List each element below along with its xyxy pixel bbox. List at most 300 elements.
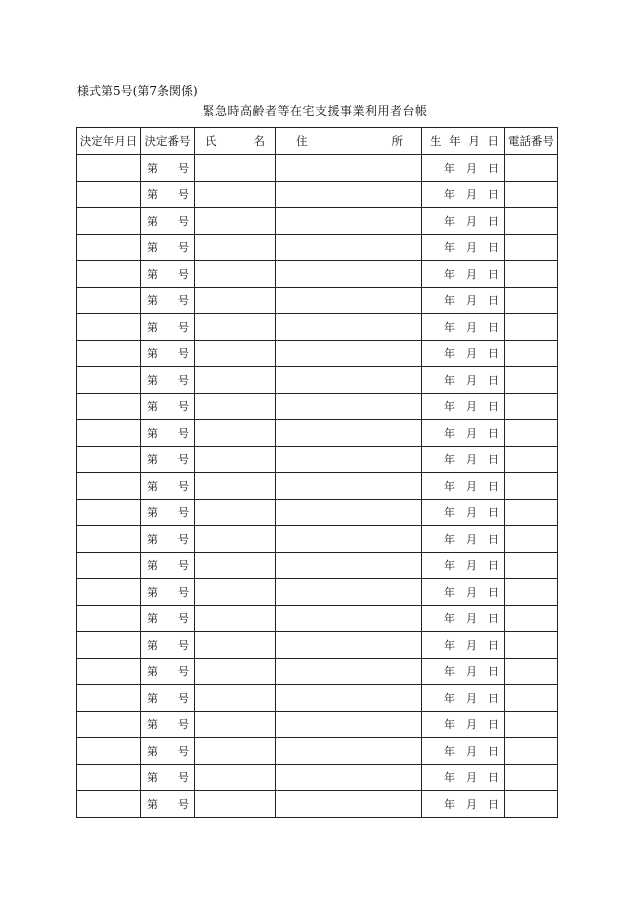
- number-suffix: 号: [178, 320, 189, 334]
- month-label: 月: [466, 665, 477, 679]
- phone-cell[interactable]: [505, 287, 558, 314]
- decision-number-cell[interactable]: [141, 632, 195, 659]
- user-ledger-table: [76, 127, 558, 818]
- number-prefix: 第: [147, 718, 158, 732]
- phone-cell[interactable]: [505, 685, 558, 712]
- year-label: 年: [444, 691, 455, 705]
- name-cell[interactable]: [195, 287, 276, 314]
- month-label: 月: [466, 161, 477, 175]
- birth-date-cell[interactable]: [422, 711, 505, 738]
- name-cell[interactable]: [195, 658, 276, 685]
- number-prefix: 第: [147, 691, 158, 705]
- year-label: 年: [444, 241, 455, 255]
- name-cell[interactable]: [195, 552, 276, 579]
- address-cell[interactable]: [276, 446, 422, 473]
- phone-cell[interactable]: [505, 314, 558, 341]
- year-label: 年: [444, 744, 455, 758]
- header-name-char-1: 氏: [205, 134, 217, 148]
- number-prefix: 第: [147, 638, 158, 652]
- decision-date-cell[interactable]: [77, 314, 141, 341]
- day-label: 日: [488, 506, 499, 520]
- address-cell[interactable]: [276, 526, 422, 553]
- month-label: 月: [466, 585, 477, 599]
- address-cell[interactable]: [276, 393, 422, 420]
- day-label: 日: [488, 532, 499, 546]
- number-suffix: 号: [178, 532, 189, 546]
- table-row: [77, 367, 558, 394]
- year-label: 年: [444, 612, 455, 626]
- decision-date-cell[interactable]: [77, 605, 141, 632]
- number-suffix: 号: [178, 638, 189, 652]
- year-label: 年: [444, 373, 455, 387]
- birth-date-cell[interactable]: [422, 473, 505, 500]
- phone-cell[interactable]: [505, 473, 558, 500]
- decision-number-cell[interactable]: [141, 499, 195, 526]
- address-cell[interactable]: [276, 261, 422, 288]
- table-row: [77, 738, 558, 765]
- table-row: [77, 155, 558, 182]
- decision-date-cell[interactable]: [77, 499, 141, 526]
- day-label: 日: [488, 665, 499, 679]
- day-label: 日: [488, 400, 499, 414]
- number-prefix: 第: [147, 453, 158, 467]
- year-label: 年: [444, 797, 455, 811]
- table-row: [77, 314, 558, 341]
- phone-cell[interactable]: [505, 155, 558, 182]
- decision-date-cell[interactable]: [77, 685, 141, 712]
- day-label: 日: [488, 161, 499, 175]
- number-prefix: 第: [147, 373, 158, 387]
- number-prefix: 第: [147, 665, 158, 679]
- birth-date-cell[interactable]: [422, 287, 505, 314]
- month-label: 月: [466, 559, 477, 573]
- day-label: 日: [488, 294, 499, 308]
- table-row: [77, 579, 558, 606]
- name-cell[interactable]: [195, 234, 276, 261]
- phone-cell[interactable]: [505, 261, 558, 288]
- address-cell[interactable]: [276, 685, 422, 712]
- decision-number-cell[interactable]: [141, 526, 195, 553]
- birth-date-cell[interactable]: [422, 605, 505, 632]
- decision-number-cell[interactable]: [141, 314, 195, 341]
- number-prefix: 第: [147, 744, 158, 758]
- birth-date-cell[interactable]: [422, 552, 505, 579]
- year-label: 年: [444, 214, 455, 228]
- number-prefix: 第: [147, 479, 158, 493]
- name-cell[interactable]: [195, 764, 276, 791]
- address-cell[interactable]: [276, 658, 422, 685]
- address-cell[interactable]: [276, 605, 422, 632]
- decision-number-cell[interactable]: [141, 367, 195, 394]
- birth-date-cell[interactable]: [422, 791, 505, 818]
- address-cell[interactable]: [276, 287, 422, 314]
- birth-date-cell[interactable]: [422, 446, 505, 473]
- phone-cell[interactable]: [505, 420, 558, 447]
- number-prefix: 第: [147, 532, 158, 546]
- table-row: [77, 287, 558, 314]
- decision-date-cell[interactable]: [77, 711, 141, 738]
- header-birth-date-char-1: 生: [430, 134, 442, 148]
- year-label: 年: [444, 267, 455, 281]
- number-prefix: 第: [147, 559, 158, 573]
- header-row: [77, 128, 558, 155]
- table-row: [77, 632, 558, 659]
- birth-date-cell[interactable]: [422, 579, 505, 606]
- name-cell[interactable]: [195, 446, 276, 473]
- decision-number-cell[interactable]: [141, 420, 195, 447]
- table-row: [77, 208, 558, 235]
- name-cell[interactable]: [195, 526, 276, 553]
- name-cell[interactable]: [195, 261, 276, 288]
- decision-date-cell[interactable]: [77, 446, 141, 473]
- decision-number-cell[interactable]: [141, 393, 195, 420]
- number-suffix: 号: [178, 585, 189, 599]
- decision-date-cell[interactable]: [77, 526, 141, 553]
- address-cell[interactable]: [276, 208, 422, 235]
- number-suffix: 号: [178, 214, 189, 228]
- header-decision-date-label: 決定年月日: [79, 134, 138, 148]
- number-suffix: 号: [178, 188, 189, 202]
- address-cell[interactable]: [276, 499, 422, 526]
- decision-date-cell[interactable]: [77, 738, 141, 765]
- number-prefix: 第: [147, 426, 158, 440]
- number-prefix: 第: [147, 585, 158, 599]
- phone-cell[interactable]: [505, 526, 558, 553]
- address-cell[interactable]: [276, 367, 422, 394]
- decision-number-cell[interactable]: [141, 155, 195, 182]
- header-birth-date-char-2: 年: [449, 134, 461, 148]
- name-cell[interactable]: [195, 420, 276, 447]
- table-row: [77, 420, 558, 447]
- number-prefix: 第: [147, 506, 158, 520]
- day-label: 日: [488, 718, 499, 732]
- table-row: [77, 393, 558, 420]
- decision-number-cell[interactable]: [141, 738, 195, 765]
- document-title: 緊急時高齢者等在宅支援事業利用者台帳: [202, 104, 428, 118]
- number-prefix: 第: [147, 320, 158, 334]
- header-decision-number-label: 決定番号: [144, 134, 191, 148]
- decision-date-cell[interactable]: [77, 579, 141, 606]
- decision-date-cell[interactable]: [77, 632, 141, 659]
- decision-date-cell[interactable]: [77, 764, 141, 791]
- year-label: 年: [444, 320, 455, 334]
- birth-date-cell[interactable]: [422, 393, 505, 420]
- month-label: 月: [466, 532, 477, 546]
- address-cell[interactable]: [276, 711, 422, 738]
- table-row: [77, 658, 558, 685]
- decision-date-cell[interactable]: [77, 234, 141, 261]
- name-cell[interactable]: [195, 685, 276, 712]
- number-suffix: 号: [178, 665, 189, 679]
- header-birth-date-char-3: 月: [468, 134, 480, 148]
- number-suffix: 号: [178, 506, 189, 520]
- phone-cell[interactable]: [505, 181, 558, 208]
- phone-cell[interactable]: [505, 208, 558, 235]
- phone-cell[interactable]: [505, 764, 558, 791]
- phone-cell[interactable]: [505, 738, 558, 765]
- birth-date-cell[interactable]: [422, 367, 505, 394]
- header-name-char-2: 名: [253, 134, 265, 148]
- name-cell[interactable]: [195, 473, 276, 500]
- ledger-body: [77, 155, 558, 818]
- header-birth-date-char-4: 日: [487, 134, 499, 148]
- year-label: 年: [444, 559, 455, 573]
- number-prefix: 第: [147, 771, 158, 785]
- year-label: 年: [444, 506, 455, 520]
- year-label: 年: [444, 771, 455, 785]
- day-label: 日: [488, 320, 499, 334]
- address-cell[interactable]: [276, 234, 422, 261]
- month-label: 月: [466, 373, 477, 387]
- year-label: 年: [444, 479, 455, 493]
- month-label: 月: [466, 691, 477, 705]
- header-address-char-2: 所: [391, 134, 403, 148]
- phone-cell[interactable]: [505, 367, 558, 394]
- number-prefix: 第: [147, 347, 158, 361]
- decision-number-cell[interactable]: [141, 605, 195, 632]
- number-suffix: 号: [178, 479, 189, 493]
- phone-cell[interactable]: [505, 393, 558, 420]
- address-cell[interactable]: [276, 632, 422, 659]
- number-prefix: 第: [147, 294, 158, 308]
- birth-date-cell[interactable]: [422, 764, 505, 791]
- number-suffix: 号: [178, 400, 189, 414]
- number-suffix: 号: [178, 347, 189, 361]
- day-label: 日: [488, 188, 499, 202]
- address-cell[interactable]: [276, 791, 422, 818]
- name-cell[interactable]: [195, 181, 276, 208]
- number-suffix: 号: [178, 373, 189, 387]
- birth-date-cell[interactable]: [422, 632, 505, 659]
- day-label: 日: [488, 797, 499, 811]
- table-row: [77, 261, 558, 288]
- birth-date-cell[interactable]: [422, 314, 505, 341]
- address-cell[interactable]: [276, 420, 422, 447]
- decision-date-cell[interactable]: [77, 393, 141, 420]
- table-row: [77, 711, 558, 738]
- phone-cell[interactable]: [505, 605, 558, 632]
- month-label: 月: [466, 188, 477, 202]
- year-label: 年: [444, 638, 455, 652]
- name-cell[interactable]: [195, 208, 276, 235]
- day-label: 日: [488, 453, 499, 467]
- birth-date-cell[interactable]: [422, 526, 505, 553]
- name-cell[interactable]: [195, 632, 276, 659]
- header-name: [195, 128, 276, 155]
- address-cell[interactable]: [276, 738, 422, 765]
- birth-date-cell[interactable]: [422, 658, 505, 685]
- name-cell[interactable]: [195, 711, 276, 738]
- day-label: 日: [488, 214, 499, 228]
- decision-number-cell[interactable]: [141, 711, 195, 738]
- phone-cell[interactable]: [505, 791, 558, 818]
- table-row: [77, 791, 558, 818]
- address-cell[interactable]: [276, 473, 422, 500]
- name-cell[interactable]: [195, 499, 276, 526]
- table-row: [77, 473, 558, 500]
- decision-number-cell[interactable]: [141, 181, 195, 208]
- table-row: [77, 181, 558, 208]
- address-cell[interactable]: [276, 314, 422, 341]
- table-row: [77, 605, 558, 632]
- decision-number-cell[interactable]: [141, 340, 195, 367]
- table-row: [77, 764, 558, 791]
- month-label: 月: [466, 214, 477, 228]
- number-prefix: 第: [147, 188, 158, 202]
- decision-date-cell[interactable]: [77, 155, 141, 182]
- address-cell[interactable]: [276, 181, 422, 208]
- decision-number-cell[interactable]: [141, 234, 195, 261]
- number-suffix: 号: [178, 771, 189, 785]
- day-label: 日: [488, 771, 499, 785]
- number-suffix: 号: [178, 294, 189, 308]
- form-number: 様式第5号(第7条関係): [77, 84, 198, 98]
- decision-number-cell[interactable]: [141, 658, 195, 685]
- number-prefix: 第: [147, 161, 158, 175]
- address-cell[interactable]: [276, 579, 422, 606]
- decision-date-cell[interactable]: [77, 658, 141, 685]
- table-row: [77, 552, 558, 579]
- phone-cell[interactable]: [505, 579, 558, 606]
- month-label: 月: [466, 453, 477, 467]
- decision-date-cell[interactable]: [77, 367, 141, 394]
- phone-cell[interactable]: [505, 446, 558, 473]
- day-label: 日: [488, 426, 499, 440]
- day-label: 日: [488, 559, 499, 573]
- decision-date-cell[interactable]: [77, 420, 141, 447]
- year-label: 年: [444, 718, 455, 732]
- decision-number-cell[interactable]: [141, 473, 195, 500]
- phone-cell[interactable]: [505, 711, 558, 738]
- day-label: 日: [488, 347, 499, 361]
- birth-date-cell[interactable]: [422, 499, 505, 526]
- decision-date-cell[interactable]: [77, 340, 141, 367]
- header-phone: [505, 128, 558, 155]
- birth-date-cell[interactable]: [422, 181, 505, 208]
- month-label: 月: [466, 718, 477, 732]
- phone-cell[interactable]: [505, 658, 558, 685]
- birth-date-cell[interactable]: [422, 261, 505, 288]
- decision-date-cell[interactable]: [77, 287, 141, 314]
- number-prefix: 第: [147, 400, 158, 414]
- year-label: 年: [444, 347, 455, 361]
- number-suffix: 号: [178, 453, 189, 467]
- name-cell[interactable]: [195, 340, 276, 367]
- address-cell[interactable]: [276, 552, 422, 579]
- table-row: [77, 446, 558, 473]
- decision-number-cell[interactable]: [141, 208, 195, 235]
- number-suffix: 号: [178, 612, 189, 626]
- day-label: 日: [488, 479, 499, 493]
- table-row: [77, 234, 558, 261]
- decision-date-cell[interactable]: [77, 473, 141, 500]
- name-cell[interactable]: [195, 367, 276, 394]
- birth-date-cell[interactable]: [422, 234, 505, 261]
- month-label: 月: [466, 400, 477, 414]
- number-prefix: 第: [147, 612, 158, 626]
- header-address: [276, 128, 422, 155]
- month-label: 月: [466, 479, 477, 493]
- number-suffix: 号: [178, 161, 189, 175]
- decision-number-cell[interactable]: [141, 685, 195, 712]
- number-suffix: 号: [178, 718, 189, 732]
- number-suffix: 号: [178, 426, 189, 440]
- month-label: 月: [466, 612, 477, 626]
- number-prefix: 第: [147, 214, 158, 228]
- name-cell[interactable]: [195, 605, 276, 632]
- number-suffix: 号: [178, 241, 189, 255]
- number-suffix: 号: [178, 744, 189, 758]
- decision-number-cell[interactable]: [141, 287, 195, 314]
- phone-cell[interactable]: [505, 552, 558, 579]
- decision-number-cell[interactable]: [141, 791, 195, 818]
- day-label: 日: [488, 241, 499, 255]
- address-cell[interactable]: [276, 340, 422, 367]
- decision-date-cell[interactable]: [77, 261, 141, 288]
- month-label: 月: [466, 638, 477, 652]
- birth-date-cell[interactable]: [422, 155, 505, 182]
- header-decision-date: [77, 128, 141, 155]
- address-cell[interactable]: [276, 155, 422, 182]
- name-cell[interactable]: [195, 314, 276, 341]
- year-label: 年: [444, 585, 455, 599]
- name-cell[interactable]: [195, 579, 276, 606]
- name-cell[interactable]: [195, 738, 276, 765]
- table-row: [77, 340, 558, 367]
- name-cell[interactable]: [195, 155, 276, 182]
- phone-cell[interactable]: [505, 632, 558, 659]
- decision-number-cell[interactable]: [141, 579, 195, 606]
- decision-number-cell[interactable]: [141, 446, 195, 473]
- month-label: 月: [466, 771, 477, 785]
- phone-cell[interactable]: [505, 234, 558, 261]
- decision-number-cell[interactable]: [141, 764, 195, 791]
- decision-number-cell[interactable]: [141, 261, 195, 288]
- table-row: [77, 685, 558, 712]
- birth-date-cell[interactable]: [422, 340, 505, 367]
- birth-date-cell[interactable]: [422, 738, 505, 765]
- number-suffix: 号: [178, 797, 189, 811]
- birth-date-cell[interactable]: [422, 420, 505, 447]
- year-label: 年: [444, 426, 455, 440]
- decision-number-cell[interactable]: [141, 552, 195, 579]
- table-row: [77, 499, 558, 526]
- name-cell[interactable]: [195, 791, 276, 818]
- header-birth-date: [422, 128, 505, 155]
- day-label: 日: [488, 373, 499, 387]
- year-label: 年: [444, 161, 455, 175]
- day-label: 日: [488, 744, 499, 758]
- birth-date-cell[interactable]: [422, 208, 505, 235]
- decision-date-cell[interactable]: [77, 208, 141, 235]
- year-label: 年: [444, 453, 455, 467]
- phone-cell[interactable]: [505, 499, 558, 526]
- month-label: 月: [466, 797, 477, 811]
- name-cell[interactable]: [195, 393, 276, 420]
- address-cell[interactable]: [276, 764, 422, 791]
- birth-date-cell[interactable]: [422, 685, 505, 712]
- day-label: 日: [488, 267, 499, 281]
- number-suffix: 号: [178, 559, 189, 573]
- decision-date-cell[interactable]: [77, 181, 141, 208]
- month-label: 月: [466, 241, 477, 255]
- phone-cell[interactable]: [505, 340, 558, 367]
- year-label: 年: [444, 532, 455, 546]
- header-address-char-1: 住: [296, 134, 308, 148]
- decision-date-cell[interactable]: [77, 552, 141, 579]
- decision-date-cell[interactable]: [77, 791, 141, 818]
- number-prefix: 第: [147, 797, 158, 811]
